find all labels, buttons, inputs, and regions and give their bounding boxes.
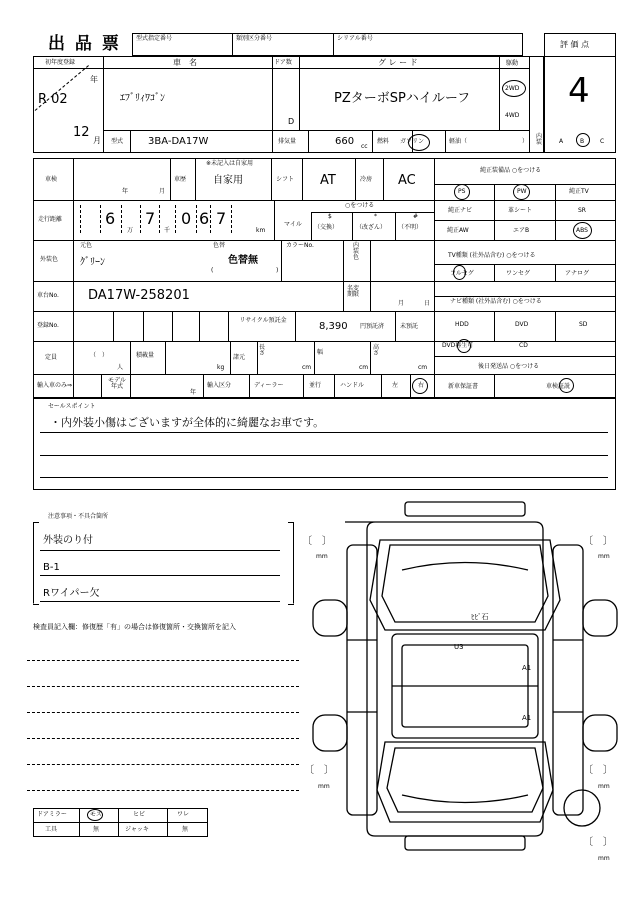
first-reg-label: 初年度登録 bbox=[45, 59, 76, 66]
height-label: 高さ bbox=[373, 344, 380, 357]
capacity-label: 定員 bbox=[45, 354, 58, 361]
tamper-symbol: * bbox=[374, 213, 377, 220]
bracket-rear-right: 〔 〕 bbox=[583, 765, 613, 776]
tv-header: TV種類 (社外品含む) ○をつける bbox=[448, 252, 536, 259]
class-label: 類別区分番号 bbox=[236, 35, 273, 42]
transfer-day: 日 bbox=[424, 300, 431, 307]
drive-2wd[interactable]: 2WD bbox=[505, 85, 520, 92]
history-note: ※未記入は自家用 bbox=[206, 160, 254, 167]
height-cm: cm bbox=[418, 364, 428, 371]
equip-navi[interactable]: 純正ナビ bbox=[448, 207, 473, 214]
drive-4wd[interactable]: 4WD bbox=[505, 112, 520, 119]
swap-label[interactable]: （交換） bbox=[314, 224, 339, 231]
bracket-front-left: 〔 〕 bbox=[302, 536, 332, 547]
tv-analog[interactable]: アナログ bbox=[565, 270, 590, 277]
fuel-gasoline[interactable]: ガソリン bbox=[400, 138, 425, 145]
jack-label: ジャッキ bbox=[125, 826, 149, 833]
import-parallel[interactable]: 並行 bbox=[309, 382, 322, 389]
serial-label: シリアル番号 bbox=[337, 35, 373, 42]
bracket-rear-left: 〔 〕 bbox=[304, 765, 334, 776]
import-type-label: 輸入区分 bbox=[207, 382, 232, 389]
vehicle-name-label: 車 名 bbox=[173, 58, 197, 67]
equip-tv[interactable]: 純正TV bbox=[569, 188, 589, 195]
chassis-label: 車台No. bbox=[37, 292, 59, 299]
drive-label: 駆動 bbox=[506, 60, 519, 67]
aircon[interactable]: AC bbox=[398, 173, 416, 188]
shaken-year: 年 bbox=[122, 188, 129, 195]
mile-unit: マイル bbox=[284, 221, 302, 228]
handle-label: ハンドル bbox=[340, 382, 365, 389]
damage-mark-chip[interactable]: ﾋﾋﾞ石 bbox=[471, 613, 489, 621]
tamper-label[interactable]: （改ざん） bbox=[356, 224, 387, 231]
man-unit: 万 bbox=[127, 227, 134, 234]
model-code-label: 型式指定番号 bbox=[136, 35, 173, 42]
fuel-diesel[interactable]: 軽油（ bbox=[449, 138, 468, 145]
history[interactable]: 自家用 bbox=[213, 175, 243, 186]
mileage-digit-3[interactable]: 0 bbox=[181, 209, 192, 228]
interior-grade-b[interactable]: B bbox=[580, 138, 585, 145]
recycle-unit: 円預託済 bbox=[360, 323, 385, 330]
kg-unit: kg bbox=[217, 364, 225, 371]
sales-label: セールスポイント bbox=[48, 403, 96, 410]
handle-right[interactable]: 右 bbox=[418, 382, 425, 389]
model-year-label: モデル年式 bbox=[108, 377, 126, 390]
load-label: 積載量 bbox=[136, 352, 155, 359]
first-reg-year[interactable]: R 02 bbox=[38, 92, 68, 107]
damage-mark-a1-upper[interactable]: A1 bbox=[522, 664, 532, 672]
navi-sd[interactable]: SD bbox=[579, 321, 588, 328]
equip-aw[interactable]: 純正AW bbox=[447, 227, 469, 234]
mm-front-right: mm bbox=[598, 553, 610, 560]
break-label: ワレ bbox=[177, 811, 190, 818]
aircon-label: 冷房 bbox=[360, 176, 373, 183]
month-unit: 月 bbox=[93, 136, 101, 145]
swap-symbol: $ bbox=[328, 213, 332, 220]
vehicle-name[interactable]: ｴﾌﾞﾘｨﾜｺﾞﾝ bbox=[120, 93, 165, 104]
navi-dvd[interactable]: DVD bbox=[515, 321, 529, 328]
inspector-label: 検査員記入欄：修復歴「有」の場合は修復箇所・交換箇所を記入 bbox=[33, 623, 236, 631]
damage-mark-u3[interactable]: U3 bbox=[454, 643, 464, 651]
import-label: 輸入車のみ⇒ bbox=[37, 382, 73, 389]
door-value: D bbox=[288, 117, 295, 126]
shaken-label: 車検 bbox=[45, 176, 58, 183]
score-label: 評 価 点 bbox=[560, 40, 590, 49]
length-label: 長さ bbox=[259, 344, 266, 357]
equip-abs[interactable]: ABS bbox=[576, 227, 588, 234]
model-type[interactable]: 3BA-DA17W bbox=[148, 136, 209, 147]
unknown-symbol: # bbox=[413, 213, 419, 220]
width-label: 幅 bbox=[317, 349, 324, 356]
note-2[interactable]: B-1 bbox=[43, 562, 60, 573]
shift[interactable]: AT bbox=[320, 173, 336, 188]
cc-unit: cc bbox=[361, 143, 368, 150]
cd[interactable]: CD bbox=[519, 342, 528, 349]
later-header: 後日発送品 ○をつける bbox=[478, 363, 540, 370]
notes-label: 注意事項・不具合箇所 bbox=[48, 513, 109, 520]
repaint-open: ( bbox=[211, 267, 214, 274]
navi-header: ナビ種類 (社外品含む) ○をつける bbox=[450, 298, 542, 305]
displacement-label: 排気量 bbox=[278, 138, 297, 145]
equip-pw[interactable]: PW bbox=[517, 188, 527, 195]
mm-front-left: mm bbox=[316, 553, 328, 560]
transfer-month: 月 bbox=[398, 300, 405, 307]
equip-leather[interactable]: 革シート bbox=[508, 207, 533, 214]
length-cm: cm bbox=[302, 364, 312, 371]
jack-value[interactable]: 無 bbox=[182, 826, 189, 833]
equip-ps[interactable]: PS bbox=[458, 188, 466, 195]
equipment-header: 純正装備品 ○をつける bbox=[480, 167, 542, 174]
tools-value[interactable]: 無 bbox=[93, 826, 100, 833]
sen-unit: 千 bbox=[164, 227, 171, 234]
crack-label: ヒビ bbox=[133, 811, 146, 818]
first-reg-month[interactable]: 12 bbox=[73, 125, 90, 140]
recycle-amount[interactable]: 8,390 bbox=[319, 321, 348, 332]
transfer-label: 名変期限 bbox=[347, 285, 360, 298]
interior-color-label: 内装色 bbox=[353, 242, 360, 261]
navi-hdd[interactable]: HDD bbox=[455, 321, 469, 328]
later-inspection-manual[interactable]: 車検証説 bbox=[546, 383, 571, 390]
fuel-label: 燃料 bbox=[377, 138, 390, 145]
door-mirror-value[interactable]: モズ bbox=[90, 811, 103, 818]
chassis-number[interactable]: DA17W-258201 bbox=[88, 288, 190, 303]
mileage-digit-5[interactable]: 7 bbox=[216, 209, 227, 228]
history-label: 車歴 bbox=[174, 176, 187, 183]
mileage-label: 走行距離 bbox=[38, 216, 63, 223]
dvd-playback[interactable]: DVD再生可 bbox=[442, 342, 474, 349]
form-title: 出 品 票 bbox=[48, 34, 121, 54]
equip-airbag[interactable]: エアB bbox=[513, 227, 530, 234]
mileage-digit-2[interactable]: 7 bbox=[145, 209, 156, 228]
equip-sr[interactable]: SR bbox=[578, 207, 586, 214]
original-color[interactable]: ｸﾞﾘｰﾝ bbox=[80, 257, 105, 268]
bracket-spare: 〔 〕 bbox=[583, 837, 613, 848]
grade[interactable]: PZターボSPハイルーフ bbox=[334, 91, 471, 106]
door-mirror-label: ドアミラー bbox=[37, 811, 67, 818]
import-dealer[interactable]: ディーラー bbox=[254, 382, 284, 389]
tools-label: 工具 bbox=[45, 826, 58, 833]
dims-label: 諸元 bbox=[233, 354, 246, 361]
mileage-digit-1[interactable]: 6 bbox=[105, 209, 116, 228]
year-unit: 年 bbox=[90, 75, 98, 84]
tv-oneseg[interactable]: ワンセグ bbox=[506, 270, 531, 277]
width-cm: cm bbox=[359, 364, 369, 371]
fuel-paren-close: ） bbox=[522, 138, 529, 145]
bracket-front-right: 〔 〕 bbox=[583, 536, 613, 547]
doors-label: ドア数 bbox=[274, 59, 292, 66]
recycle-unpaid[interactable]: 未預託 bbox=[400, 323, 419, 330]
model-type-label: 型式 bbox=[111, 138, 124, 145]
recycle-label: リサイクル預託金 bbox=[239, 317, 287, 324]
mm-rear-left: mm bbox=[318, 783, 330, 790]
mm-rear-right: mm bbox=[598, 783, 610, 790]
shaken-month: 月 bbox=[159, 188, 166, 195]
later-warranty[interactable]: 新車保証書 bbox=[448, 383, 479, 390]
interior-label: 内装 bbox=[536, 133, 543, 146]
reg-no-label: 登録No. bbox=[37, 322, 59, 329]
tv-fullseg[interactable]: フルセグ bbox=[450, 270, 474, 277]
score-value[interactable]: 4 bbox=[568, 71, 590, 111]
repaint[interactable]: 色替無 bbox=[228, 255, 258, 266]
sales-text[interactable]: ・内外装小傷はございますが全体的に綺麗なお車です。 bbox=[50, 416, 325, 429]
displacement[interactable]: 660 bbox=[335, 136, 355, 147]
odometer-circle-note: ○をつける bbox=[345, 202, 375, 209]
person-unit: 人 bbox=[117, 364, 124, 371]
repaint-close: ) bbox=[276, 267, 279, 274]
handle-left[interactable]: 左 bbox=[392, 382, 399, 389]
capacity-paren: （ ） bbox=[90, 352, 109, 359]
mm-spare: mm bbox=[598, 855, 610, 862]
note-3[interactable]: Rワイパー欠 bbox=[43, 588, 100, 599]
damage-mark-a1-lower[interactable]: A1 bbox=[522, 714, 532, 722]
note-1[interactable]: 外装のり付 bbox=[43, 535, 93, 546]
unknown-label[interactable]: （不明） bbox=[398, 224, 423, 231]
import-year: 年 bbox=[190, 389, 197, 396]
color-no-label: カラーNo. bbox=[286, 242, 314, 249]
mileage-digit-4[interactable]: 6 bbox=[199, 209, 210, 228]
original-color-label: 元色 bbox=[80, 242, 93, 249]
km-unit: km bbox=[256, 227, 266, 234]
repaint-label: 色替 bbox=[213, 242, 226, 249]
color-label: 外装色 bbox=[40, 256, 59, 263]
interior-grade-a[interactable]: A bbox=[559, 138, 564, 145]
shift-label: シフト bbox=[276, 176, 295, 183]
interior-grade-c[interactable]: C bbox=[600, 138, 605, 145]
grade-label: グ レ ー ド bbox=[378, 58, 418, 67]
